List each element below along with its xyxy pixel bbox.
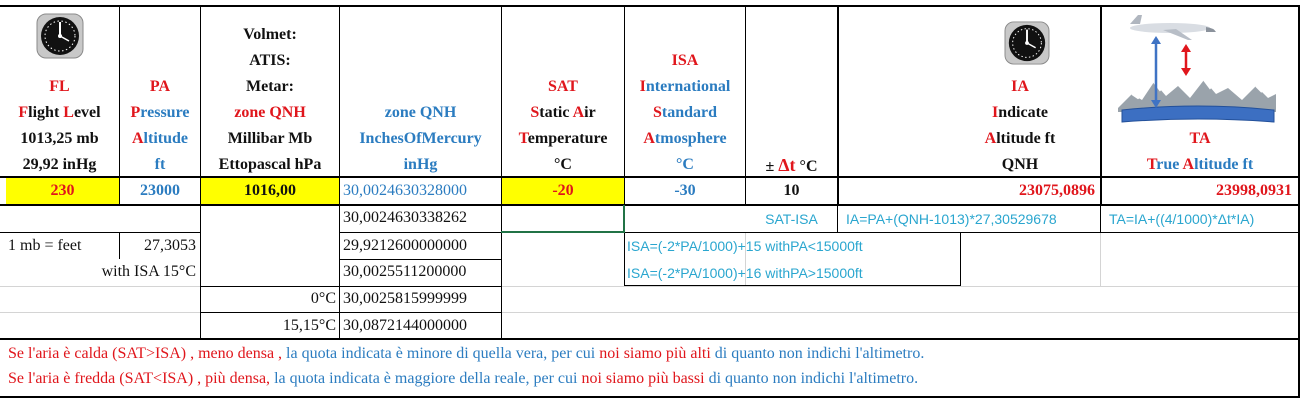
col-divider — [837, 205, 838, 233]
row-divider — [200, 312, 501, 313]
isa-header-international: International — [639, 78, 731, 95]
metar-label: Metar: — [246, 78, 294, 95]
ta-header-title: TA — [1189, 130, 1211, 147]
sat-header-title: SAT — [548, 78, 578, 95]
ia-formula[interactable]: IA=PA+(QNH-1013)*27,30529678 — [846, 211, 1057, 227]
pa-header-unit: ft — [154, 156, 166, 173]
row-divider — [0, 232, 200, 233]
col-divider — [624, 232, 625, 286]
volmet-label: Volmet: — [243, 26, 297, 43]
ia-value[interactable]: 23075,0896 — [1019, 182, 1095, 199]
row-divider — [200, 286, 501, 287]
ia-header-qnh: QNH — [1001, 156, 1039, 173]
table-bottom-border — [0, 338, 1300, 340]
zone-qnh-inhg-label: zone QNH — [384, 104, 457, 121]
isa-formula-high[interactable]: ISA=(-2*PA/1000)+16 withPA>15000ft — [627, 265, 863, 281]
isa-header — [625, 48, 745, 178]
qnh-inhg-calc-4[interactable]: 30,0025815999999 — [343, 290, 467, 307]
qnh-mb-value[interactable]: 1016,00 — [244, 182, 296, 199]
ia-header-title: IA — [1011, 78, 1029, 95]
ia-header-indicate: Indicate — [991, 104, 1048, 121]
selection-border — [623, 205, 625, 233]
pa-header-title: PA — [149, 78, 171, 95]
isa-formula-low[interactable]: ISA=(-2*PA/1000)+15 withPA<15000ft — [627, 238, 863, 254]
ta-header-name: True Altitude ft — [1146, 156, 1254, 173]
fl-header-mb: 1013,25 mb — [20, 130, 99, 147]
pa-header-altitude: Altitude — [131, 130, 188, 147]
qnh-inhg-calc-1[interactable]: 30,0024630338262 — [343, 209, 467, 226]
ta-formula[interactable]: TA=IA+((4/1000)*Δt*IA) — [1109, 211, 1255, 227]
qnh-inhg-calc-5[interactable]: 30,0872144000000 — [343, 317, 467, 334]
atis-label: ATIS: — [249, 52, 291, 69]
qnh-inhg-value[interactable]: 30,0024630328000 — [343, 182, 467, 199]
pa-value[interactable]: 23000 — [140, 182, 180, 199]
isa-header-standard: Standard — [652, 104, 718, 121]
qnh-inhg-calc-3[interactable]: 30,0025511200000 — [343, 263, 467, 280]
fifteen-c-label[interactable]: 15,15°C — [282, 317, 336, 334]
delta-t-header — [746, 152, 837, 180]
selection-border — [501, 231, 625, 233]
pa-header — [120, 74, 200, 178]
mb-feet-label[interactable]: 1 mb = feet — [8, 237, 82, 254]
millibar-label: Millibar Mb — [227, 130, 313, 147]
fl-header-name: Flight Level — [18, 104, 101, 121]
isa-header-unit: °C — [676, 156, 694, 173]
ta-header — [1102, 126, 1298, 178]
notes-bottom-border — [0, 396, 1300, 398]
airplane-mountain-icon — [1118, 10, 1276, 128]
fl-header — [0, 74, 119, 178]
qnh-inhg-calc-2[interactable]: 29,9212600000000 — [343, 237, 467, 254]
altimeter-icon — [1004, 21, 1050, 65]
isa-header-title: ISA — [671, 52, 699, 69]
cold-air-note[interactable]: Se l'aria è fredda (SAT<ISA) , più densa, la quota indicata è maggiore della reale, per cui noi siamo più bassi di quanto non indichi l'altimetro. — [8, 370, 919, 387]
sat-header-temperature: Temperature — [518, 130, 608, 147]
top-border — [0, 5, 1300, 7]
delta-t-label: ± Δt °C — [765, 155, 818, 175]
ia-header-altitude: Altitude ft — [984, 130, 1056, 147]
sat-header-name: Static Air — [530, 104, 596, 121]
warm-air-note[interactable]: Se l'aria è calda (SAT>ISA) , meno densa , la quota indicata è minore di quella vera, per cui noi siamo più alti di quanto non indichi l'altimetro. — [8, 345, 925, 362]
sat-isa-label[interactable]: SAT-ISA — [765, 211, 818, 227]
row-divider — [624, 232, 960, 233]
delta-t-value[interactable]: 10 — [783, 182, 800, 199]
gridline — [0, 312, 1300, 313]
mb-feet-value[interactable]: 27,3053 — [144, 237, 196, 254]
fl-value[interactable]: 230 — [50, 182, 75, 199]
fl-header-inhg: 29,92 inHg — [22, 156, 97, 173]
col-divider — [960, 232, 961, 286]
col-divider — [339, 205, 340, 339]
ia-header — [940, 74, 1100, 178]
zero-c-label[interactable]: 0°C — [310, 290, 336, 307]
row-divider — [339, 259, 501, 260]
isa-value[interactable]: -30 — [674, 182, 696, 199]
inhg-label: inHg — [403, 156, 438, 173]
altimeter-icon — [36, 13, 84, 59]
col-divider — [501, 205, 502, 339]
fl-header-title: FL — [49, 78, 70, 95]
gridline — [0, 286, 1300, 287]
qnh-mb-header — [201, 22, 339, 178]
sat-header-unit: °C — [554, 156, 572, 173]
row-divider — [624, 285, 961, 286]
sat-value[interactable]: -20 — [552, 182, 574, 199]
sat-header — [502, 74, 624, 178]
row-divider — [339, 232, 501, 233]
qnh-inhg-header — [340, 100, 501, 178]
col-divider — [837, 7, 839, 205]
isa-15-label[interactable]: with ISA 15°C — [101, 263, 196, 280]
col-divider — [1100, 205, 1101, 233]
pa-header-pressure: Pressure — [130, 104, 190, 121]
zone-qnh-label: zone QNH — [234, 104, 306, 121]
ta-value[interactable]: 23998,0931 — [1216, 182, 1292, 199]
row1-bottom-border — [0, 204, 1300, 206]
inches-of-mercury-label: InchesOfMercury — [359, 130, 482, 147]
isa-header-atmosphere: Atmosphere — [643, 130, 727, 147]
hpa-label: Ettopascal hPa — [218, 156, 322, 173]
